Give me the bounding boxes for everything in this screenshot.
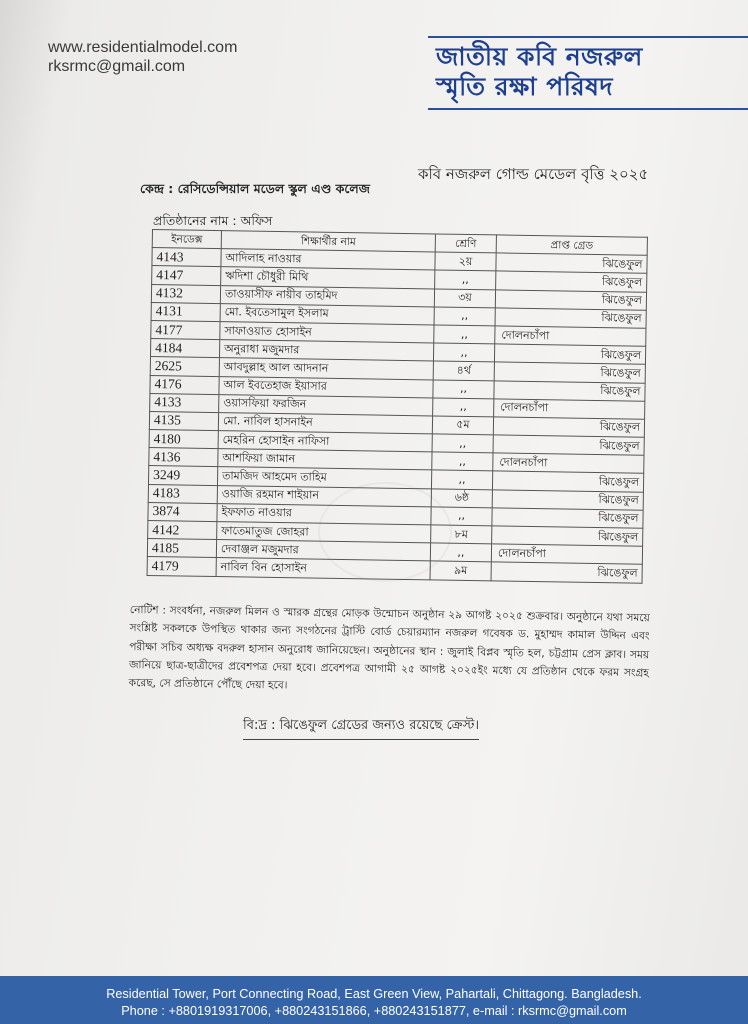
col-header-grade: প্রাপ্ত গ্রেড [496,235,647,256]
institution-name: প্রতিষ্ঠানের নাম : অফিস [153,213,273,228]
student-name-cell: আশফিয়া জামান [218,449,432,471]
roll-cell: 4185 [147,539,216,558]
class-cell: ,, [431,470,492,489]
class-cell: ৫ম [432,416,493,435]
student-name-cell: ওয়াসফিয়া ফরজিন [219,394,433,416]
class-cell: ,, [432,452,493,471]
class-cell: ,, [434,325,495,344]
roll-cell: 3874 [148,502,217,521]
roll-cell: 3249 [148,466,217,485]
grade-cell: ঝিঙেফুল [492,490,643,511]
grade-cell: দোলনচাঁপা [491,544,642,565]
roll-cell: 4142 [148,520,217,539]
header-rule-bottom [428,108,748,110]
grade-cell: ঝিঙেফুল [491,562,642,583]
exam-center: কেন্দ্র : রেসিডেন্সিয়াল মডেল স্কুল এণ্ড কলেজ [140,181,370,196]
org-title-line2: স্মৃতি রক্ষা পরিষদ [436,72,614,101]
roll-cell: 4183 [148,484,217,503]
grade-cell: ঝিঙেফুল [495,308,646,329]
roll-cell: 4136 [149,448,218,467]
class-cell: ,, [434,307,495,326]
grade-cell: ঝিঙেফুল [492,508,643,529]
class-cell: ,, [435,270,496,289]
website-text: www.residentialmodel.com [48,39,238,56]
org-title-block [428,36,748,114]
grade-cell: ঝিঙেফুল [494,380,645,401]
header-rule-top [428,36,748,38]
col-header-name: শিক্ষার্থীর নাম [221,231,435,253]
roll-cell: 4135 [149,411,218,430]
roll-cell: 4176 [150,375,219,394]
table-body [147,248,647,583]
col-header-class: শ্রেণি [435,234,496,253]
class-cell: ,, [433,343,494,362]
contact-block [48,38,237,76]
student-name-cell: মো. নাবিল হাসনাইন [218,412,432,434]
student-name-cell: ইফফাত নাওয়ার [217,503,431,525]
class-cell: ৯ম [430,561,491,580]
grade-cell: ঝিঙেফুল [494,362,645,383]
scholarship-title: কবি নজরুল গোল্ড মেডেল বৃত্তি ২০২৫ [418,165,649,183]
roll-cell: 4143 [152,248,221,267]
roll-cell: 4147 [152,266,221,285]
class-cell: ,, [433,398,494,417]
student-name-cell: ঋদিশা চৌধুরী মিথি [221,267,435,289]
grade-cell: দোলনচাঁপা [494,399,645,420]
student-name-cell: আল ইবতেহাজ ইয়াসার [219,376,433,398]
grade-cell: ঝিঙেফুল [492,526,643,547]
results-table [147,229,648,583]
grade-cell: ঝিঙেফুল [495,289,646,310]
student-name-cell: সাফাওয়াত হোসাইন [220,322,434,344]
student-name-cell: মো. ইবতেসামুল ইসলাম [220,303,434,325]
class-cell: ২য় [435,252,496,271]
student-name-cell: ফাতেমাতুজ জোহরা [217,522,431,544]
student-name-cell: মেহরিন হোসাইন নাফিসা [218,431,432,453]
grade-cell: ঝিঙেফুল [496,253,647,274]
roll-cell: 4184 [150,339,219,358]
org-title-line1: জাতীয় কবি নজরুল [436,42,643,71]
grade-cell: দোলনচাঁপা [493,453,644,474]
roll-cell: 4180 [149,430,218,449]
roll-cell: 4179 [147,557,216,576]
footer-phone: Phone : +8801919317006, +880243151866, +880243151877, e-mail : rksrmc@gmail.com [121,1004,627,1018]
student-name-cell: ওয়াজি রহমান শাইয়ান [217,485,431,507]
grade-cell: ঝিঙেফুল [496,271,647,292]
note-bene: বি:দ্র : ঝিঙেফুল গ্রেডের জন্যও রয়েছে ক্রেস্ট। [243,716,479,740]
grade-cell: ঝিঙেফুল [493,417,644,438]
org-title [436,42,643,102]
class-cell: ,, [430,543,491,562]
roll-cell: 4133 [150,393,219,412]
student-name-cell: অনুরাধা মজুমদার [219,340,433,362]
grade-cell: ঝিঙেফুল [494,344,645,365]
class-cell: ,, [433,379,494,398]
email-text: rksrmc@gmail.com [48,58,186,75]
col-header-index: ইনডেক্স [152,230,221,249]
grade-cell: দোলনচাঁপা [495,326,646,347]
roll-cell: 4132 [151,284,220,303]
class-cell: ৪র্থ [433,361,494,380]
footer-bar [0,976,748,1024]
student-name-cell: তামজিদ আহমেদ তাহিম [217,467,431,489]
student-name-cell: তাওয়াসীফ নায়ীব তাহমিদ [220,285,434,307]
roll-cell: 2625 [150,357,219,376]
roll-cell: 4177 [151,320,220,339]
notice-text: নোটিশ : সংবর্ধনা, নজরুল মিলন ও স্মারক গ্রন্থের মোড়ক উন্মোচন অনুষ্ঠান ২৯ আগষ্ট ২০২৫ শুক্রবার। অনুষ্ঠানে যথা সময়ে সংশ্লিষ্ট সকলকে উপস্থিত থাকার জন্য সংগঠনের ট্রাস্টি বোর্ড চেয়ারম্যান নজরুল গবেষক ড. মুহাম্মদ কামাল উদ্দিন এবং পরীক্ষা সচিব অধ্যক্ষ বদরুল হাসান অনুরোধ জানিয়েছেন। অনুষ্ঠানের স্থান : জুলাই বিপ্লব স্মৃতি হল, চট্টগ্রাম প্রেস ক্লাব। সময় জানিয়ে ছাত্র-ছাত্রীদের প্রবেশপত্র দেয়া হবে। প্রবেশপত্র আগামী ২৫ আগষ্ট ২০২৫ইং মধ্যে যে প্রতিষ্ঠান থেকে ফরম সংগ্রহ করেছ, সে প্রতিষ্ঠানে পৌঁছে দেয়া হবে। [128,603,650,692]
student-name-cell: দেবাঞ্জল মজুমদার [216,540,430,562]
grade-cell: ঝিঙেফুল [493,435,644,456]
roll-cell: 4131 [151,302,220,321]
student-name-cell: আদিলাহ নাওয়ার [221,249,435,271]
student-name-cell: নাবিল বিন হোসাইন [216,558,430,580]
class-cell: ৮ম [431,525,492,544]
grade-cell: ঝিঙেফুল [492,471,643,492]
class-cell: ,, [431,507,492,526]
class-cell: ৬ষ্ঠ [431,489,492,508]
class-cell: ৩য় [434,289,495,308]
class-cell: ,, [432,434,493,453]
footer-address: Residential Tower, Port Connecting Road, East Green View, Pahartali, Chittagong. Bangladesh. [106,987,642,1001]
student-name-cell: আবদুল্লাহ আল আদনান [219,358,433,380]
